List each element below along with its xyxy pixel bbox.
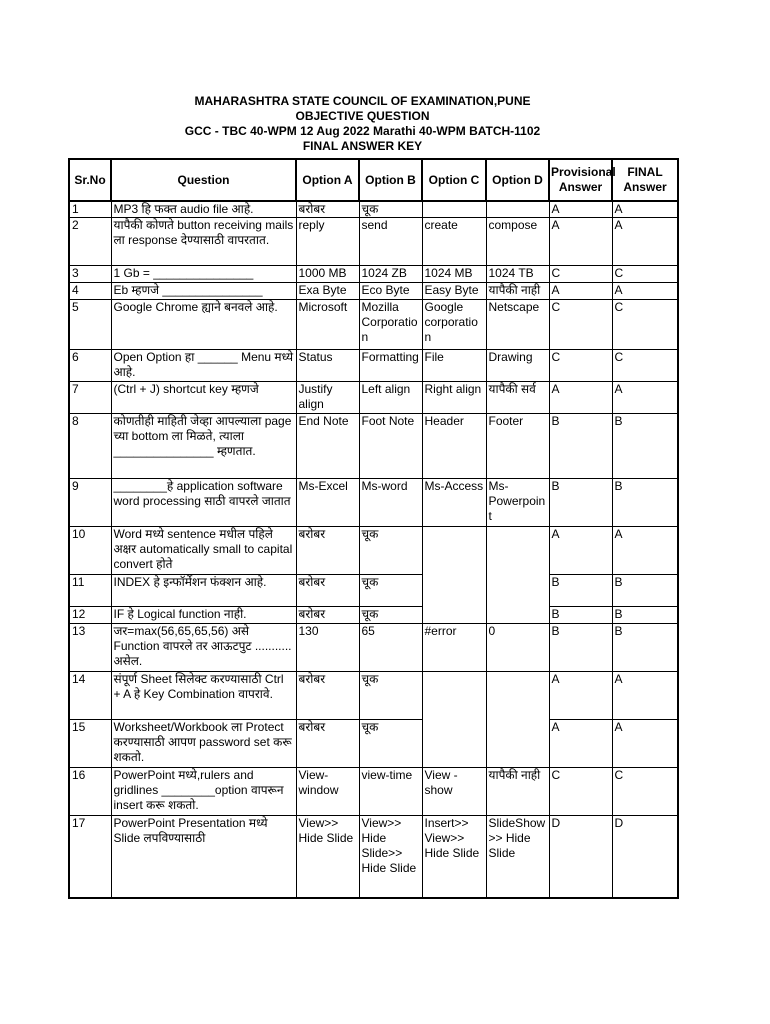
option-d-cell: यापैकी नाही [486,768,549,816]
option-b-cell: Foot Note [359,414,422,479]
option-d-cell [486,527,549,575]
provisional-answer-cell: B [549,624,612,672]
provisional-answer-cell: C [549,266,612,283]
question-cell: INDEX हे इन्फॉर्मेशन फंक्शन आहे. [111,575,296,607]
option-c-cell [422,527,486,575]
table-row [69,575,678,607]
provisional-answer-cell: B [549,414,612,479]
provisional-answer-cell: C [549,350,612,382]
option-c-cell: View - show [422,768,486,816]
option-c-cell [422,672,486,720]
sr-cell: 6 [69,350,111,382]
option-b-cell: 65 [359,624,422,672]
question-cell: जर=max(56,65,65,56) असे Function वापरले तर आऊटपुट ........... असेल. [111,624,296,672]
option-d-cell: Footer [486,414,549,479]
table-row [69,816,678,898]
provisional-answer-cell: B [549,479,612,527]
provisional-answer-cell: A [549,527,612,575]
council-title: MAHARASHTRA STATE COUNCIL OF EXAMINATION,PUNE [194,94,531,108]
table-row [69,720,678,768]
option-b-cell: चूक [359,607,422,624]
option-b-cell: 1024 ZB [359,266,422,283]
option-b-cell: Left align [359,382,422,414]
option-b-cell: चूक [359,575,422,607]
provisional-answer-cell: A [549,382,612,414]
final-answer-cell: B [612,607,678,624]
option-b-cell: चूक [359,672,422,720]
option-d-cell [486,672,549,720]
sr-cell: 3 [69,266,111,283]
option-a-cell: बरोबर [296,607,359,624]
option-a-cell: बरोबर [296,527,359,575]
final-answer-key-title: FINAL ANSWER KEY [302,139,423,153]
sr-cell: 13 [69,624,111,672]
provisional-answer-cell: A [549,201,612,218]
question-cell: Open Option हा ______ Menu मध्ये आहे. [111,350,296,382]
table-body [69,201,678,898]
table-row [69,527,678,575]
table-row [69,300,678,350]
objective-question-title: OBJECTIVE QUESTION [295,109,430,123]
question-cell: Word मध्ये sentence मधील पहिले अक्षर automatically small to capital convert होते [111,527,296,575]
question-cell: ________हे application software word processing साठी वापरले जातात [111,479,296,527]
sr-cell: 17 [69,816,111,898]
provisional-answer-cell: A [549,672,612,720]
final-answer-cell: B [612,575,678,607]
col-header-final: FINAL Answer [612,159,678,201]
col-header-sr: Sr.No [69,159,111,201]
option-a-cell: बरोबर [296,201,359,218]
option-b-cell: चूक [359,527,422,575]
question-cell: PowerPoint मध्ये,rulers and gridlines ________option वापरून insert करू शकतो. [111,768,296,816]
table-row [69,414,678,479]
option-b-cell: Eco Byte [359,283,422,300]
option-a-cell: Microsoft [296,300,359,350]
col-header-option-d: Option D [486,159,549,201]
col-header-option-a: Option A [296,159,359,201]
option-c-cell: Insert>> View>> Hide Slide [422,816,486,898]
option-c-cell [422,607,486,624]
option-c-cell: 1024 MB [422,266,486,283]
sr-cell: 16 [69,768,111,816]
option-d-cell: 1024 TB [486,266,549,283]
option-c-cell: Header [422,414,486,479]
option-a-cell: 130 [296,624,359,672]
option-a-cell: 1000 MB [296,266,359,283]
final-answer-cell: C [612,266,678,283]
table-row [69,382,678,414]
provisional-answer-cell: B [549,575,612,607]
option-d-cell: compose [486,218,549,266]
sr-cell: 12 [69,607,111,624]
col-header-option-b: Option B [359,159,422,201]
sr-cell: 10 [69,527,111,575]
table-row [69,218,678,266]
question-cell: MP3 हि फक्त audio file आहे. [111,201,296,218]
provisional-answer-cell: B [549,607,612,624]
final-answer-cell: B [612,624,678,672]
table-row [69,201,678,218]
question-cell: कोणतीही माहिती जेव्हा आपल्याला page च्या bottom ला मिळते, त्याला _______________ म्हणतात. [111,414,296,479]
question-cell: यापैकी कोणते button receiving mails ला response देण्यासाठी वापरतात. [111,218,296,266]
option-c-cell: Google corporation [422,300,486,350]
provisional-answer-cell: C [549,768,612,816]
table-header-row [69,159,678,201]
final-answer-cell: A [612,218,678,266]
option-b-cell: View>> Hide Slide>> Hide Slide [359,816,422,898]
question-cell: PowerPoint Presentation मध्ये Slide लपविण्यासाठी [111,816,296,898]
final-answer-cell: B [612,479,678,527]
option-b-cell: send [359,218,422,266]
option-a-cell: View-window [296,768,359,816]
question-cell: Google Chrome ह्याने बनवले आहे. [111,300,296,350]
document-header [0,94,725,154]
final-answer-cell: C [612,350,678,382]
provisional-answer-cell: D [549,816,612,898]
table-row [69,283,678,300]
final-answer-cell: D [612,816,678,898]
question-cell: 1 Gb = _______________ [111,266,296,283]
sr-cell: 7 [69,382,111,414]
option-a-cell: बरोबर [296,672,359,720]
option-d-cell: Ms-Powerpoint [486,479,549,527]
sr-cell: 11 [69,575,111,607]
option-d-cell: Drawing [486,350,549,382]
answer-key-table [68,158,679,899]
provisional-answer-cell: C [549,300,612,350]
final-answer-cell: A [612,201,678,218]
provisional-answer-cell: A [549,218,612,266]
final-answer-cell: A [612,720,678,768]
sr-cell: 1 [69,201,111,218]
option-a-cell: End Note [296,414,359,479]
option-a-cell: Ms-Excel [296,479,359,527]
sr-cell: 15 [69,720,111,768]
table-row [69,350,678,382]
final-answer-cell: C [612,300,678,350]
option-b-cell: view-time [359,768,422,816]
option-a-cell: Justify align [296,382,359,414]
table-row [69,479,678,527]
table-row [69,624,678,672]
option-c-cell: Right align [422,382,486,414]
question-cell: Eb म्हणजे _______________ [111,283,296,300]
option-a-cell: View>> Hide Slide [296,816,359,898]
col-header-question: Question [111,159,296,201]
sr-cell: 8 [69,414,111,479]
option-c-cell [422,201,486,218]
provisional-answer-cell: A [549,720,612,768]
final-answer-cell: C [612,768,678,816]
option-b-cell: चूक [359,720,422,768]
provisional-answer-cell: A [549,283,612,300]
option-c-cell: Ms-Access [422,479,486,527]
option-a-cell: बरोबर [296,575,359,607]
option-d-cell [486,575,549,607]
col-header-provisional: Provisional Answer [549,159,612,201]
option-b-cell: Mozilla Corporation [359,300,422,350]
table-row [69,607,678,624]
option-b-cell: Ms-word [359,479,422,527]
exam-batch-title: GCC - TBC 40-WPM 12 Aug 2022 Marathi 40-WPM BATCH-1102 [184,124,541,138]
option-a-cell: Exa Byte [296,283,359,300]
option-d-cell: 0 [486,624,549,672]
option-d-cell: Netscape [486,300,549,350]
option-c-cell: create [422,218,486,266]
option-d-cell: यापैकी सर्व [486,382,549,414]
question-cell: IF हे Logical function नाही. [111,607,296,624]
col-header-option-c: Option C [422,159,486,201]
final-answer-cell: A [612,283,678,300]
final-answer-cell: B [612,414,678,479]
sr-cell: 14 [69,672,111,720]
table-row [69,672,678,720]
sr-cell: 9 [69,479,111,527]
sr-cell: 4 [69,283,111,300]
option-d-cell: यापैकी नाही [486,283,549,300]
final-answer-cell: A [612,382,678,414]
final-answer-cell: A [612,672,678,720]
table-row [69,768,678,816]
option-a-cell: बरोबर [296,720,359,768]
option-c-cell [422,575,486,607]
question-cell: Worksheet/Workbook ला Protect करण्यासाठी आपण password set करू शकतो. [111,720,296,768]
option-a-cell: Status [296,350,359,382]
option-d-cell [486,201,549,218]
table-row [69,266,678,283]
option-d-cell: SlideShow >> Hide Slide [486,816,549,898]
option-c-cell: #error [422,624,486,672]
sr-cell: 2 [69,218,111,266]
option-d-cell [486,720,549,768]
sr-cell: 5 [69,300,111,350]
question-cell: संपूर्ण Sheet सिलेक्ट करण्यासाठी Ctrl + A हे Key Combination वापरावे. [111,672,296,720]
question-cell: (Ctrl + J) shortcut key म्हणजे [111,382,296,414]
final-answer-cell: A [612,527,678,575]
option-a-cell: reply [296,218,359,266]
option-b-cell: Formatting [359,350,422,382]
option-c-cell: File [422,350,486,382]
option-c-cell [422,720,486,768]
option-b-cell: चूक [359,201,422,218]
option-c-cell: Easy Byte [422,283,486,300]
option-d-cell [486,607,549,624]
